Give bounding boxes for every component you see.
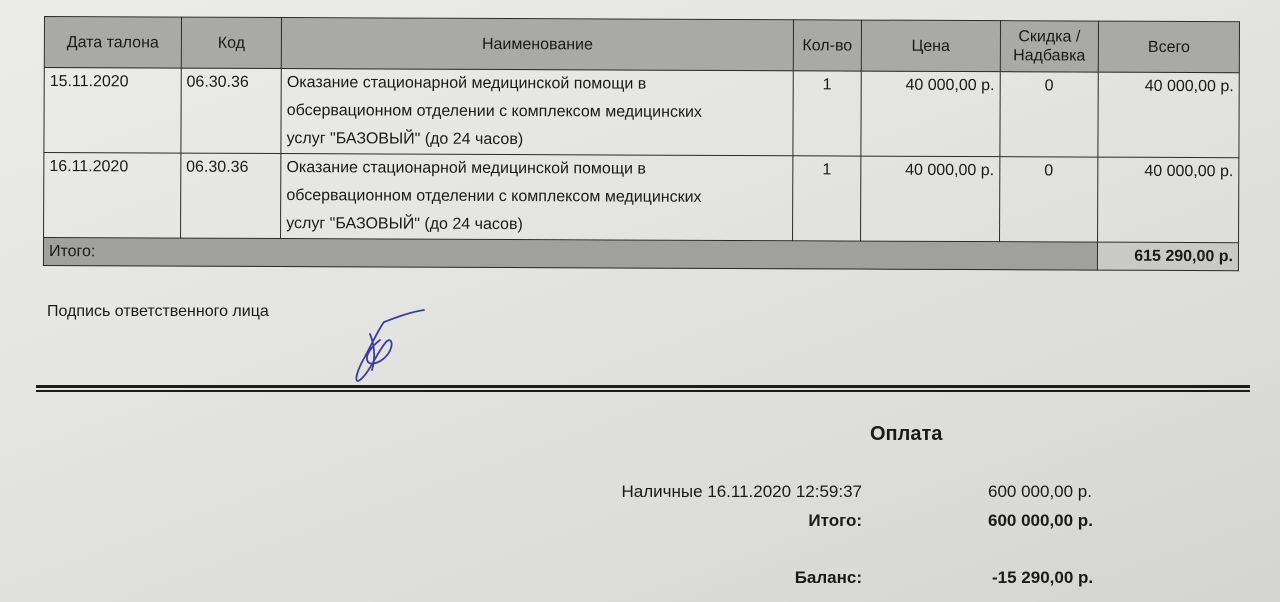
payment-total-value: 600 000,00 р. [988, 511, 1093, 530]
table-sum-row [43, 238, 1238, 271]
header-discount-line1: Скидка / [1018, 28, 1081, 46]
payment-cash-label: Наличные 16.11.2020 12:59:37 [621, 482, 862, 501]
balance-label: Баланс: [794, 568, 862, 587]
sum-label: Итого: [43, 238, 1097, 271]
row-date: 16.11.2020 [44, 153, 181, 239]
row-name-line: обсервационном отделении с комплексом медицинских [286, 187, 702, 206]
row-total: 40 000,00 р. [1098, 72, 1239, 158]
payment-title: Оплата [870, 423, 943, 445]
header-date: Дата талона [44, 17, 181, 69]
balance-value: -15 290,00 р. [992, 568, 1094, 587]
row-name [281, 69, 793, 156]
row-discount: 0 [999, 157, 1098, 242]
header-name: Наименование [281, 18, 793, 71]
row-price: 40 000,00 р. [860, 156, 999, 242]
row-name [281, 154, 793, 241]
header-price: Цена [861, 20, 1000, 72]
table-row [44, 68, 1239, 158]
signature-image [340, 300, 440, 390]
payment-cash-value: 600 000,00 р. [988, 482, 1092, 501]
divider-line-thin [36, 390, 1250, 392]
row-name-line: услуг "БАЗОВЫЙ" (до 24 часов) [286, 130, 524, 149]
row-qty: 1 [793, 156, 861, 241]
row-name-line: Оказание стационарной медицинской помощи в [286, 159, 646, 178]
sum-value: 615 290,00 р. [1097, 242, 1238, 271]
row-code: 06.30.36 [180, 153, 281, 238]
row-total: 40 000,00 р. [1098, 157, 1239, 243]
row-code: 06.30.36 [181, 68, 282, 153]
signature-label: Подпись ответственного лица [47, 303, 269, 320]
row-name-line: услуг "БАЗОВЫЙ" (до 24 часов) [286, 215, 523, 234]
table-header-row [44, 17, 1239, 73]
header-total: Всего [1098, 21, 1239, 73]
payment-total-label: Итого: [808, 511, 862, 530]
header-qty: Кол-во [793, 20, 861, 71]
services-table [43, 16, 1240, 271]
row-discount: 0 [1000, 72, 1099, 157]
header-discount [1000, 21, 1099, 72]
row-price: 40 000,00 р. [861, 71, 1000, 157]
row-date: 15.11.2020 [44, 68, 181, 154]
row-name-line: обсервационном отделении с комплексом медицинских [286, 102, 702, 121]
header-code: Код [181, 17, 282, 68]
row-name-line: Оказание стационарной медицинской помощи в [286, 74, 647, 93]
header-discount-line2: Надбавка [1013, 47, 1086, 65]
row-qty: 1 [793, 71, 861, 156]
table-row [44, 153, 1239, 243]
divider-line-thick [36, 385, 1250, 388]
